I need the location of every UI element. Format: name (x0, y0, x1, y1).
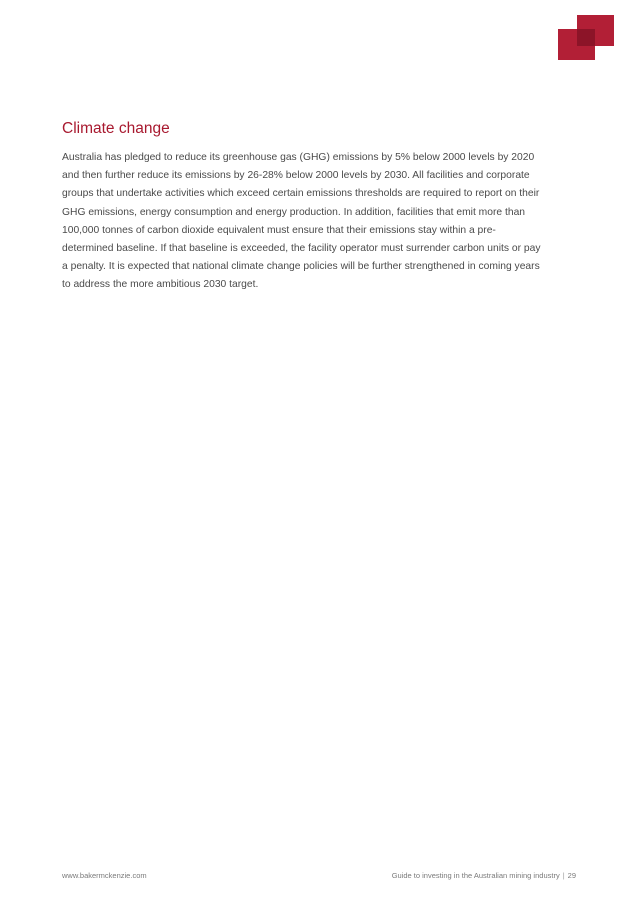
paragraph-line: and then further reduce its emissions by 26-28% below 2000 levels by 2030. All facilities and corporate (62, 170, 530, 182)
logo-square-overlap (577, 29, 595, 46)
footer-website: www.bakermckenzie.com (62, 871, 147, 880)
footer-page-info (392, 871, 576, 880)
footer-separator: | (562, 871, 565, 880)
section-title: Climate change (62, 120, 170, 137)
paragraph-line: 100,000 tonnes of carbon dioxide equivalent must ensure that their emissions stay within a pre- (62, 224, 496, 236)
paragraph-line: groups that undertake activities which exceed certain emissions thresholds are required to report on their (62, 188, 540, 200)
paragraph-line: determined baseline. If that baseline is exceeded, the facility operator must surrender carbon units or pay (62, 243, 541, 255)
footer-document-title: Guide to investing in the Australian mining industry (391, 871, 560, 880)
paragraph-line: Australia has pledged to reduce its greenhouse gas (GHG) emissions by 5% below 2000 levels by 2020 (62, 152, 535, 163)
page-number: 29 (567, 871, 576, 880)
body-paragraph (62, 149, 558, 295)
paragraph-line: to address the more ambitious 2030 target. (62, 279, 259, 291)
paragraph-line: GHG emissions, energy consumption and energy production. In addition, facilities that emit more than (62, 206, 526, 218)
paragraph-line: a penalty. It is expected that national climate change policies will be further strengthened in coming years (62, 261, 540, 273)
